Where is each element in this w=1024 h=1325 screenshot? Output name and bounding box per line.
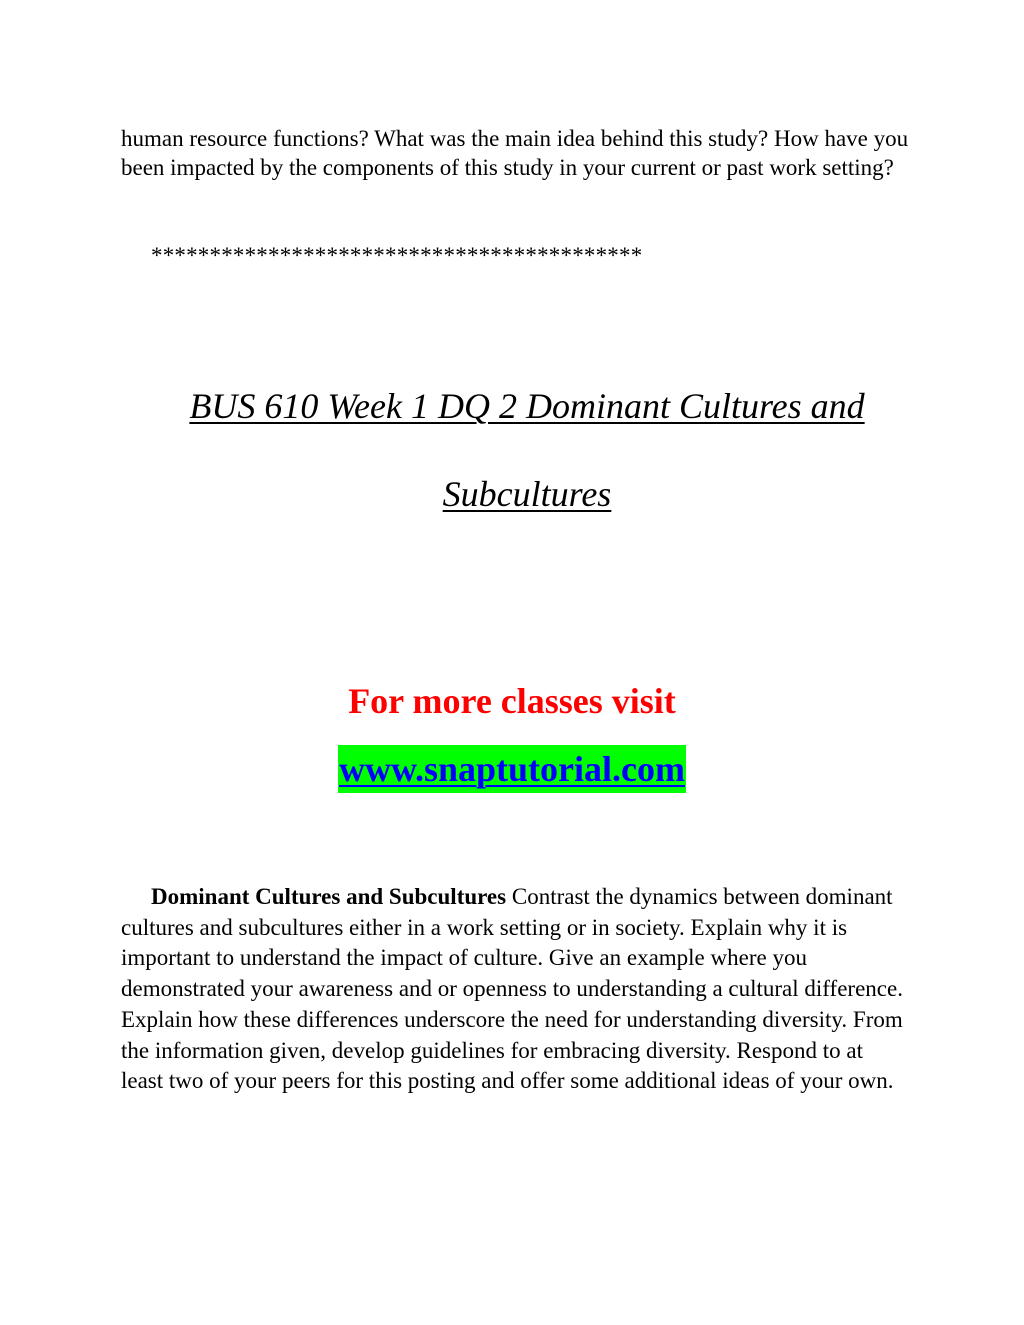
separator-asterisks: ****************************************** (151, 243, 643, 268)
body-lead-heading: Dominant Cultures and Subcultures (151, 884, 507, 909)
body-paragraph (121, 882, 906, 1097)
site-link[interactable]: www.snaptutorial.com (338, 745, 686, 793)
promo-text: For more classes visit (348, 681, 676, 721)
intro-paragraph: human resource functions? What was the main idea behind this study? How have you been impacted by the components of this study in your current or past work setting? (121, 126, 909, 180)
body-text: Contrast the dynamics between dominant cultures and subcultures either in a work setting or in society. Explain why it is important to understand the impact of culture. Give an example where you demonstrated your awareness and or openness to understanding a cultural difference. Explain how these differences underscore the need for understanding diversity. From the information given, develop guidelines for embracing diversity. Respond to at least two of your peers for this posting and offer some additional ideas of your own. (121, 884, 903, 1094)
document-title (121, 362, 933, 538)
title-line-2: Subcultures (442, 474, 612, 514)
title-line-1: BUS 610 Week 1 DQ 2 Dominant Cultures and (189, 386, 865, 426)
site-link-container (0, 745, 1024, 793)
